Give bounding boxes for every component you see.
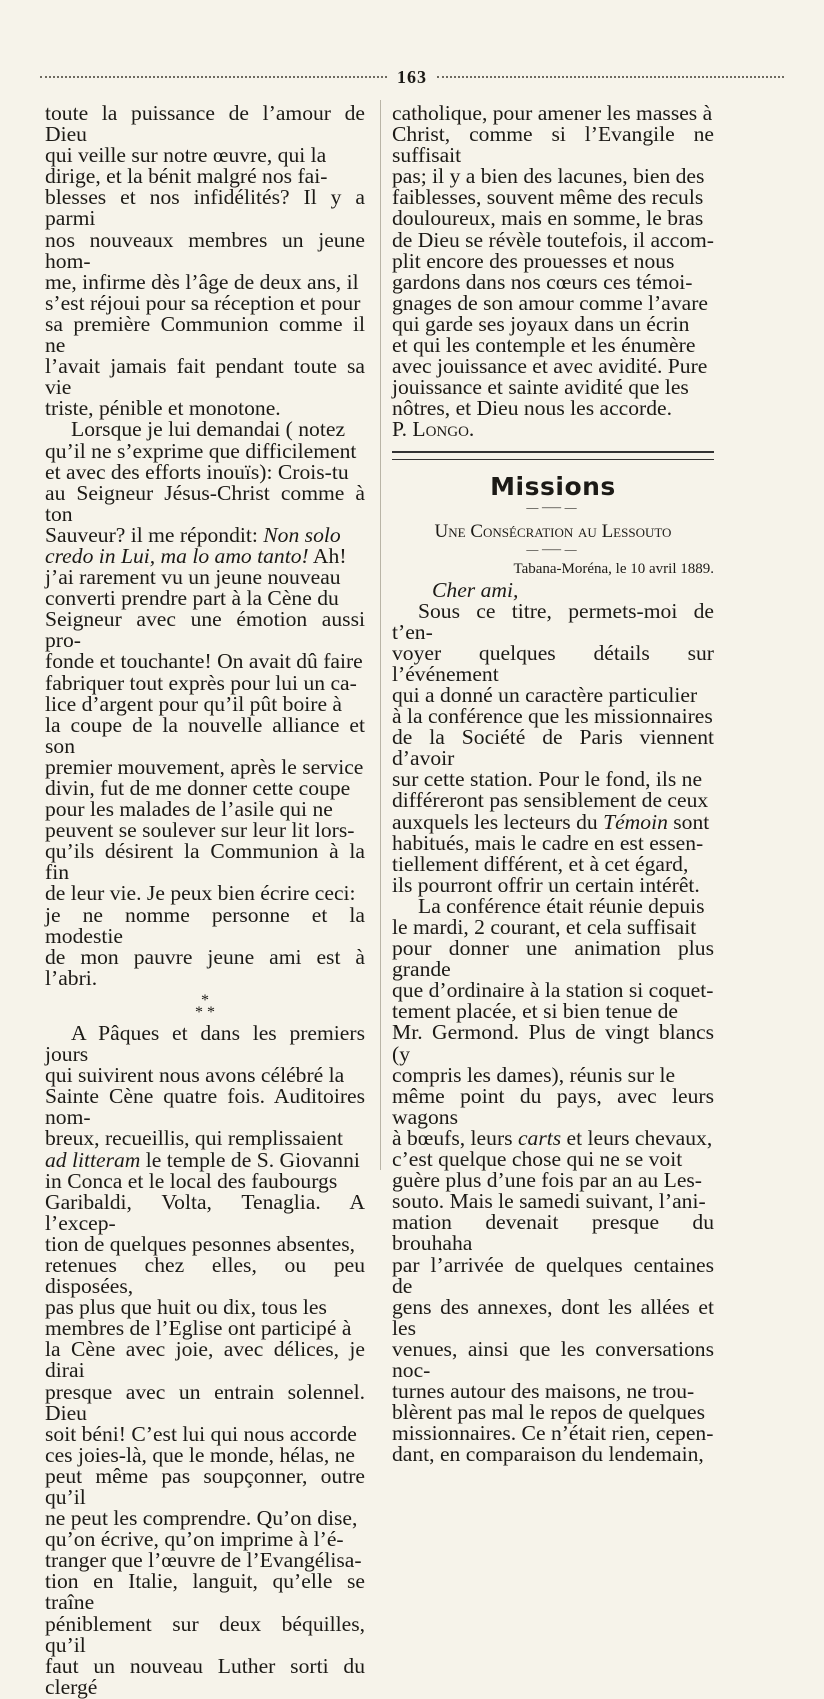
text-line: dant, en comparaison du lendemain, [392,1442,704,1467]
text-line: triste, pénible et monotone. [45,396,281,421]
dateline: Tabana-Moréna, le 10 avril 1889. [513,560,714,577]
text-line: premier mouvement, après le service [45,754,364,779]
text-line: soit béni! C’est lui qui nous accorde [45,1421,357,1446]
text-line: l’avait jamais fait pendant toute sa vie [45,354,365,400]
asterism-top: * [201,991,209,1009]
text-line: missionnaires. Ce n’était rien, cepen- [392,1421,714,1446]
text-line: Sainte Cène quatre fois. Auditoires nom- [45,1084,365,1130]
text-line: fabriquer tout exprès pour lui un ca- [45,670,357,695]
text-line: dirige, et la bénit malgré nos fai- [45,164,328,189]
text-line: voyer quelques détails sur l’événement [392,640,714,686]
text-line: j’ai rarement vu un jeune nouveau [45,565,341,590]
text-line: que d’ordinaire à la station si coquet- [392,978,714,1003]
text-line: ne peut les comprendre. Qu’on dise, [45,1506,358,1531]
text-line: faiblesses, souvent même des reculs [392,185,704,210]
signature: P. Longo. [392,417,475,442]
left-para-1 [45,103,365,419]
left-para-2 [45,419,365,989]
text-line: avec jouissance et avec avidité. Pure [392,354,708,379]
text-line: nôtres, et Dieu nous les accorde. [392,396,673,421]
text-line: souto. Mais le samedi suivant, l’ani- [392,1189,706,1214]
text-line: la coupe de la nouvelle alliance et son [45,712,365,758]
asterism [45,991,365,1023]
text-line: divin, fut de me donner cette coupe [45,776,351,800]
text-line: venues, ainsi que les conversations noc- [392,1336,714,1382]
text-line: guère plus d’une fois par an au Les- [392,1168,702,1193]
text-line: différeront pas sensiblement de ceux [392,788,709,813]
title-ornament: —⸺— [526,499,580,514]
text-line: qu’on écrive, qu’on imprime à l’é- [45,1527,344,1552]
text-line: péniblement sur deux béquilles, qu’il [45,1611,365,1657]
right-para-2 [392,598,714,897]
asterism-bottom: * * [195,1003,215,1021]
text-line: presque avec un entrain solennel. Dieu [45,1379,365,1425]
text-segment: Sauveur? il me répondit: [45,522,264,547]
italic-title: Témoin [603,809,668,834]
page-number: 163 [397,66,427,87]
text-line: La conférence était réunie depuis [418,893,705,918]
text-line: tranger que l’œuvre de l’Evangélisa- [45,1548,362,1573]
text-line: tement placée, et si bien tenue de [392,999,678,1024]
text-line: et qui les contemple et les énumère [392,333,696,358]
text-segment: et leurs chevaux, [561,1125,713,1150]
text-line: toute la puissance de l’amour de Dieu [45,101,365,147]
text-line: Sous ce titre, permets-moi de t’en- [392,598,714,644]
italic-quote: credo in Lui, ma lo amo tanto! [45,543,309,568]
text-line: me, infirme dès l’âge de deux ans, il [45,269,359,294]
text-segment: Ah! [308,543,347,568]
text-line: par l’arrivée de quelques centaines de [392,1252,714,1298]
text-line: peut même pas soupçonner, outre qu’il [45,1463,365,1509]
salutation: Cher ami, [432,577,519,602]
text-line: c’est quelque chose qui ne se voit [392,1147,683,1172]
text-line: s’est réjoui pour sa réception et pour [45,290,361,315]
text-line: la Cène avec joie, avec délices, je dirai [45,1337,365,1383]
italic-phrase: ad litteram [45,1147,141,1172]
text-line: qu’il ne s’exprime que difficilement [45,438,357,463]
text-line: A Pâques et dans les premiers jours [45,1020,365,1067]
text-line: Lorsque je lui demandai ( notez [71,417,346,442]
text-line: ces joies-là, que le monde, hélas, ne [45,1442,355,1467]
header-rule-right [437,76,784,78]
text-line: à la conférence que les missionnaires [392,704,713,729]
double-rule [392,451,714,460]
text-line: blesses et nos infidélités? Il y a parmi [45,185,365,231]
text-line: je ne nomme personne et la modestie [45,902,365,948]
right-column [392,103,714,1465]
text-line: pour les malades de l’asile qui ne [45,797,333,822]
text-line: gens des annexes, dont les allées et les [392,1294,714,1340]
right-para-3 [392,893,714,1467]
text-line: habitués, mais le cadre en est essen- [392,830,704,855]
left-column [45,103,365,1698]
text-line: qui suivirent nous avons célébré la [45,1063,345,1088]
text-line: Christ, comme si l’Evangile ne suffisait [392,122,714,168]
column-divider [380,100,381,1170]
text-line: fonde et touchante! On avait dû faire [45,649,363,674]
text-line: sur cette station. Pour le fond, ils ne [392,767,703,792]
text-line: catholique, pour amener les masses à [392,101,713,125]
italic-quote: Non solo [263,522,341,547]
text-line: pas plus que huit ou dix, tous les [45,1295,327,1320]
text-line: turnes autour des maisons, ne trou- [392,1379,695,1404]
text-line: converti prendre part à la Cène du [45,586,339,611]
text-line: compris les dames), réunis sur le [392,1062,676,1087]
text-line: lice d’argent pour qu’il pût boire à [45,691,343,716]
text-line: douloureux, mais en somme, le bras [392,206,704,231]
text-line: gnages de son amour comme l’avare [392,290,708,315]
italic-word: carts [517,1125,562,1150]
text-line: le mardi, 2 courant, et cela suffisait [392,915,697,939]
header-rule-left [40,76,387,78]
text-line: pour donner une animation plus grande [392,936,714,982]
text-line: de Dieu se révèle toutefois, il accom- [392,227,714,252]
text-line: même point du pays, avec leurs wagons [392,1083,714,1129]
text-line: retenues chez elles, ou peu disposées, [45,1252,365,1299]
text-line: et avec des efforts inouïs): Crois-tu [45,459,349,484]
text-line: pas; il y a bien des lacunes, bien des [392,164,705,189]
text-line: mation devenait presque du brouhaha [392,1210,714,1256]
right-para-1 [392,103,714,419]
text-line: membres de l’Eglise ont participé à [45,1316,352,1341]
text-line: faut un nouveau Luther sorti du clergé [45,1653,365,1699]
text-line: plit encore des prouesses et nous [392,248,675,273]
page-header [40,62,784,92]
text-line: tiellement différent, et à cet égard, [392,851,689,876]
text-line: jouissance et sainte avidité que les [392,375,689,400]
text-line: de la Société de Paris viennent d’avoir [392,725,714,771]
text-line: qu’ils désirent la Communion à la fin [45,839,365,885]
section-title: Missions [490,471,616,501]
text-segment: le temple de S. Giovanni [140,1147,360,1172]
text-line: in Conca et le local des faubourgs [45,1168,338,1193]
text-line: breux, recueillis, qui remplissaient [45,1126,344,1151]
text-segment: auxquels les lecteurs du [392,809,604,834]
text-line: nos nouveaux membres un jeune hom- [45,227,365,273]
text-line: Garibaldi, Volta, Tenaglia. A l’excep- [45,1189,365,1235]
text-line: qui garde ses joyaux dans un écrin [392,311,690,336]
text-line: au Seigneur Jésus-Christ comme à ton [45,480,365,526]
text-line: Mr. Germond. Plus de vingt blancs (y [392,1020,714,1066]
text-line: de leur vie. Je peux bien écrire ceci: [45,881,356,906]
subtitle-ornament: —⸺— [526,541,580,556]
text-line: peuvent se soulever sur leur lit lors- [45,818,355,843]
article-subtitle: Une Consécration au Lessouto [434,520,672,542]
text-line: qui a donné un caractère particulier [392,682,698,707]
text-line: qui veille sur notre œuvre, qui la [45,143,327,168]
text-line: ils pourront offrir un certain intérêt. [392,872,700,897]
left-para-3 [45,1020,365,1699]
text-line: blèrent pas mal le repos de quelques [392,1400,706,1425]
text-line: de mon pauvre jeune ami est à l’abri. [45,944,365,990]
text-line: tion en Italie, languit, qu’elle se traîne [45,1569,365,1615]
text-line: sa première Communion comme il ne [45,311,365,358]
text-line: Seigneur avec une émotion aussi pro- [45,607,365,653]
text-line: tion de quelques pesonnes absentes, [45,1231,356,1256]
text-segment: sont [667,809,710,834]
text-segment: à bœufs, leurs [392,1125,518,1150]
text-line: gardons dans nos cœurs ces témoi- [392,269,693,294]
